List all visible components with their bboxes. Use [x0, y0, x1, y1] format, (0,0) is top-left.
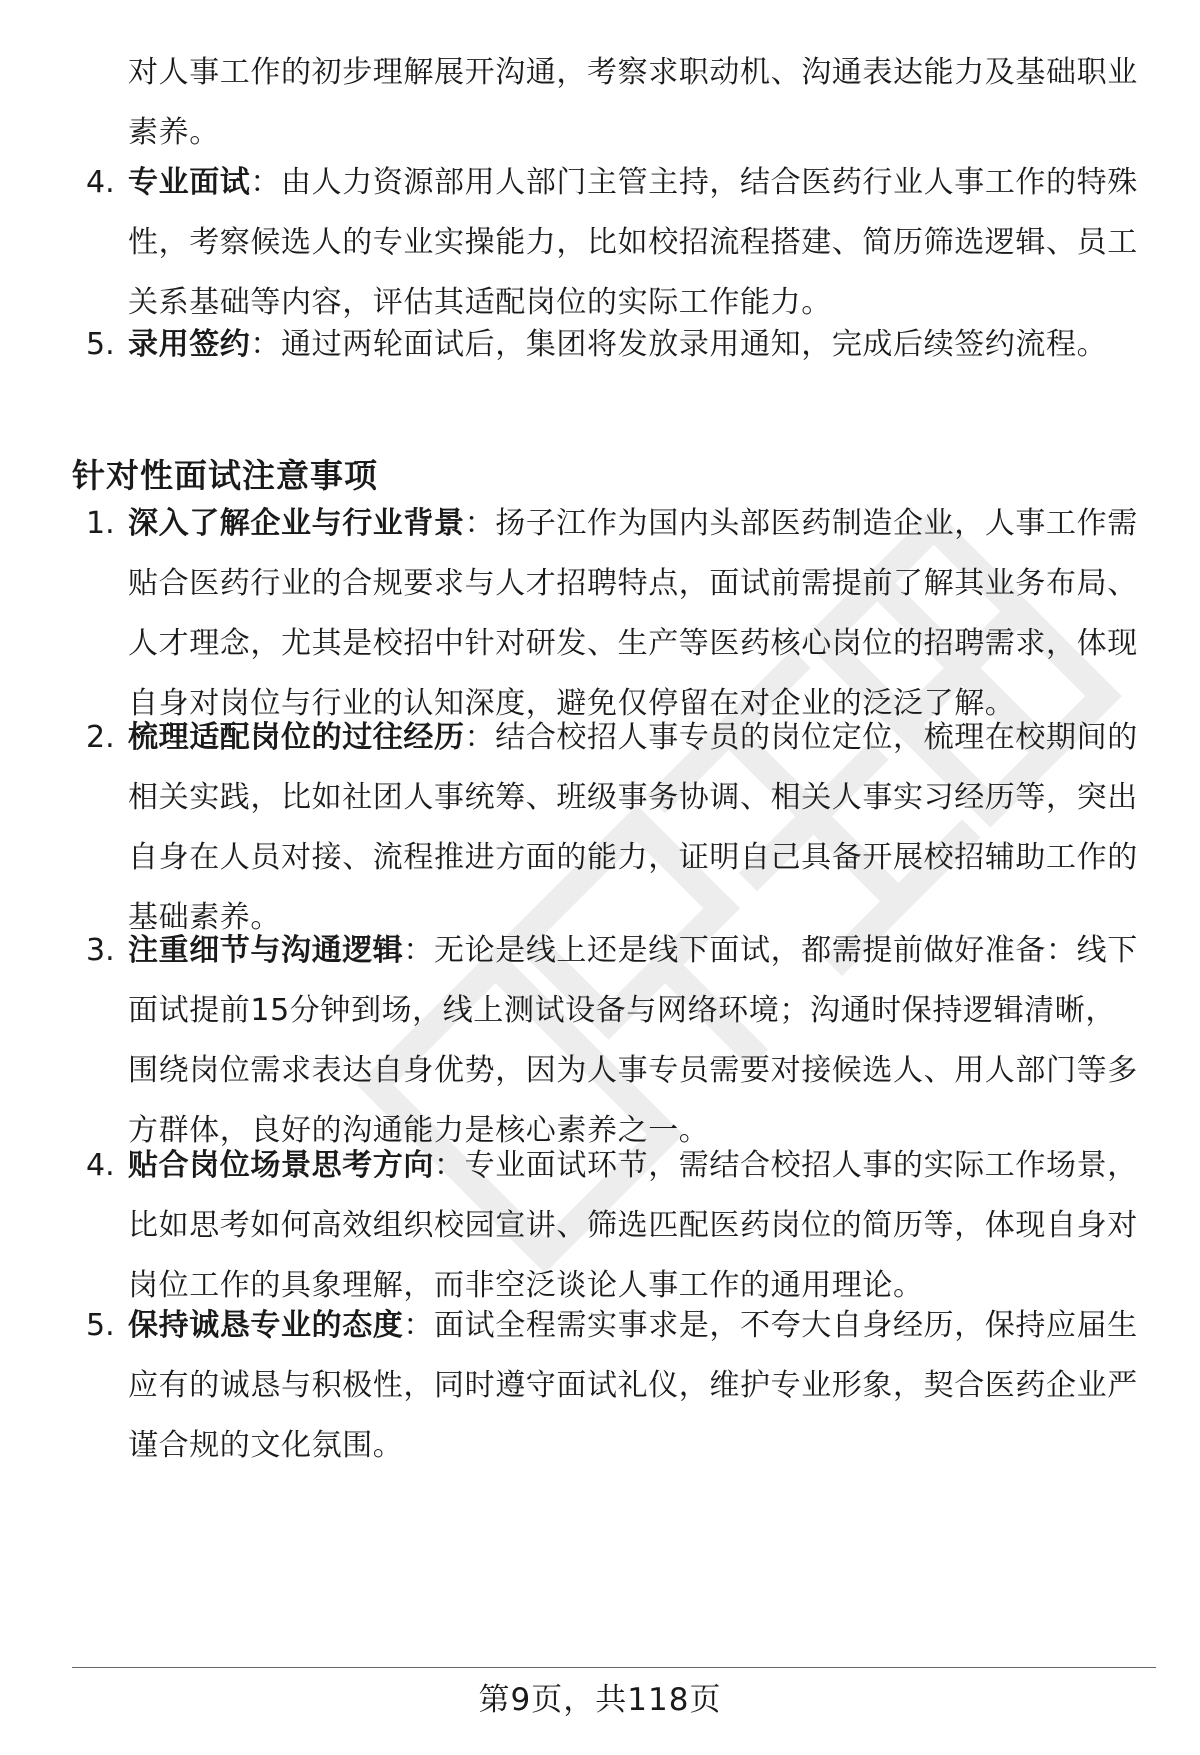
item-term: 专业面试 — [128, 165, 251, 200]
item-text: 扬子江作为国内头部医药制造企业，人事工作需贴合医药行业的合规要求与人才招聘特点，面试前需提前了解其业务布局、人才理念，尤其是校招中针对研发、生产等医药核心岗位的招聘需求，体现自身对岗位与行业的认知深度，避免仅停留在对企业的泛泛了解。 — [128, 506, 1138, 721]
process-item — [76, 315, 1142, 375]
section-heading: 针对性面试注意事项 — [72, 456, 378, 495]
list-number: 5. — [86, 327, 115, 362]
list-item — [76, 921, 1142, 1161]
item-term: 录用签约 — [128, 327, 251, 362]
list-number: 1. — [86, 506, 115, 541]
list-number: 4. — [86, 165, 115, 200]
item-separator: ： — [464, 506, 496, 541]
item-term: 贴合岗位场景思考方向 — [128, 1148, 434, 1183]
item-term: 注重细节与沟通逻辑 — [128, 933, 404, 968]
item-text: 由人力资源部用人部门主管主持，结合医药行业人事工作的特殊性，考察候选人的专业实操能力，比如校招流程搭建、简历筛选逻辑、员工关系基础等内容，评估其适配岗位的实际工作能力。 — [128, 165, 1138, 320]
list-number: 5. — [86, 1308, 115, 1343]
continuation-text: 对人事工作的初步理解展开沟通，考察求职动机、沟通表达能力及基础职业素养。 — [128, 55, 1138, 150]
item-separator: ： — [403, 1308, 435, 1343]
item-text: 通过两轮面试后，集团将发放录用通知，完成后续签约流程。 — [281, 327, 1108, 362]
item-separator: ： — [250, 327, 282, 362]
item-text: 无论是线上还是线下面试，都需提前做好准备：线下面试提前15分钟到场，线上测试设备与网络环境；沟通时保持逻辑清晰，围绕岗位需求表达自身优势，因为人事专员需要对接候选人、用人部门等多方群体，良好的沟通能力是核心素养之一。 — [128, 933, 1138, 1148]
item-term: 梳理适配岗位的过往经历 — [128, 720, 465, 755]
list-number: 4. — [86, 1148, 115, 1183]
list-number: 2. — [86, 720, 115, 755]
item-separator: ： — [434, 1148, 465, 1183]
item-separator: ： — [403, 933, 435, 968]
process-item — [76, 153, 1142, 333]
list-item — [76, 494, 1142, 734]
item-text: 专业面试环节，需结合校招人事的实际工作场景，比如思考如何高效组织校园宣讲、筛选匹配医药岗位的简历等，体现自身对岗位工作的具象理解，而非空泛谈论人事工作的通用理论。 — [128, 1148, 1138, 1303]
item-text: 面试全程需实事求是，不夸大自身经历，保持应届生应有的诚恳与积极性，同时遵守面试礼仪，维护专业形象，契合医药企业严谨合规的文化氛围。 — [128, 1308, 1138, 1463]
list-number: 3. — [86, 933, 115, 968]
footer-divider — [72, 1667, 1156, 1668]
list-item — [76, 1296, 1142, 1476]
item-term: 保持诚恳专业的态度 — [128, 1308, 404, 1343]
item-separator: ： — [464, 720, 496, 755]
item-text: 结合校招人事专员的岗位定位，梳理在校期间的相关实践，比如社团人事统筹、班级事务协调、相关人事实习经历等，突出自身在人员对接、流程推进方面的能力，证明自己具备开展校招辅助工作的基础素养。 — [128, 720, 1138, 935]
list-item — [76, 1136, 1142, 1316]
continuation-paragraph — [76, 43, 1142, 163]
item-term: 深入了解企业与行业背景 — [128, 506, 465, 541]
item-separator: ： — [250, 165, 282, 200]
list-item — [76, 708, 1142, 948]
page-number: 第9页，共118页 — [478, 1682, 722, 1718]
